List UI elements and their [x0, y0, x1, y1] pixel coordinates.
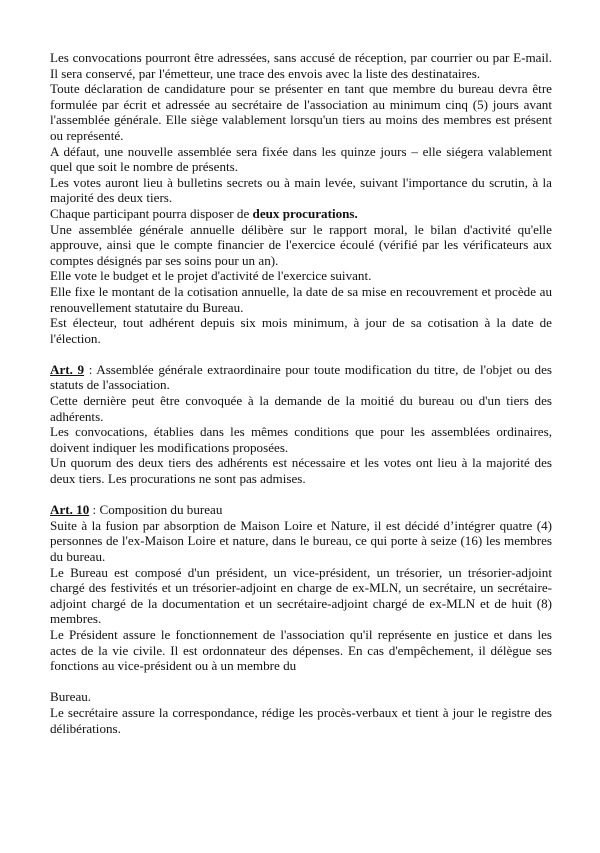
- article-9-paragraph: Un quorum des deux tiers des adhérents est nécessaire et les votes ont lieu à la majorité des deux tiers. Les procurations ne sont pas admises.: [50, 455, 552, 487]
- procuration-prefix: Chaque participant pourra disposer de: [50, 205, 253, 221]
- procuration-bold: deux procurations.: [252, 205, 358, 221]
- article-9-paragraph: Les convocations, établies dans les mêmes conditions que pour les assemblées ordinaires, doivent indiquer les modifications proposées.: [50, 424, 552, 455]
- article-9: [50, 362, 552, 487]
- article-10-paragraph: Le Bureau est composé d'un président, un vice-président, un trésorier, un trésorier-adjoint chargé des festivités et un trésorier-adjoint en charge de ex-MLN, un secrétaire, un secrétaire-adjoint chargé de la documentation et un secrétaire-adjoint chargé de ex-MLN et de huit (8) membres.: [50, 564, 552, 627]
- article-10-paragraph: Suite à la fusion par absorption de Maison Loire et Nature, il est décidé d’intégrer quatre (4) personnes de l'ex-Maison Loire et nature, dans le bureau, ce qui porte à seize (16) les membres du bureau.: [50, 517, 552, 564]
- article-10-label: Art. 10: [50, 502, 90, 518]
- article-10: [50, 502, 552, 736]
- section-gap: [50, 487, 552, 503]
- document-page: [50, 50, 552, 736]
- article-10-title: : Composition du bureau: [89, 502, 223, 518]
- section-gap: [50, 346, 552, 362]
- article-10-paragraph: Le secrétaire assure la correspondance, rédige les procès-verbaux et tient à jour le registre des délibérations.: [50, 704, 552, 736]
- paragraph-procurations: [50, 206, 552, 222]
- article-10-heading: [50, 502, 552, 518]
- paragraph-gap: [50, 674, 552, 690]
- article-9-title: : Assemblée générale extraordinaire pour toute modification du titre, de l'objet ou des statuts de l'association.: [50, 361, 552, 393]
- paragraph-cotisation: Elle fixe le montant de la cotisation annuelle, la date de sa mise en recouvrement et procède au renouvellement statutaire du Bureau.: [50, 283, 552, 315]
- article-10-paragraph: Le Président assure le fonctionnement de l'association qu'il représente en justice et dans les actes de la vie civile. Il est ordonnateur des dépenses. En cas d'empêchement, il délègue ses fonctions au vice-président ou à un membre du: [50, 626, 552, 674]
- article-9-label: Art. 9: [50, 361, 85, 377]
- paragraph-convocations: Les convocations pourront être adressées, sans accusé de réception, par courrier ou par E-mail. Il sera conservé, par l'émetteur, une trace des envois avec la liste des destinataires.: [50, 50, 552, 81]
- paragraph-candidature: Toute déclaration de candidature pour se présenter en tant que membre du bureau devra être formulée par écrit et adressée au secrétaire de l'association au minimum cinq (5) jours avant l'assemblée générale. Elle siège valablement lorsqu'un tiers au moins des membres est présent ou représenté.: [50, 81, 552, 143]
- paragraph-budget: Elle vote le budget et le projet d'activité de l'exercice suivant.: [50, 268, 372, 284]
- paragraph-ag-annuelle: Une assemblée générale annuelle délibère sur le rapport moral, le bilan d'activité qu'elle approuve, ainsi que le compte financier de l'exercice écoulé (vérifié par les vérificateurs aux comptes désignés par ses soins pour un an).: [50, 221, 552, 268]
- article-9-paragraph: Cette dernière peut être convoquée à la demande de la moitié du bureau ou d'un tiers des adhérents.: [50, 393, 552, 424]
- paragraph-votes: Les votes auront lieu à bulletins secrets ou à main levée, suivant l'importance du scrutin, à la majorité des deux tiers.: [50, 174, 552, 206]
- paragraph-defaut-quorum: A défaut, une nouvelle assemblée sera fixée dans les quinze jours – elle siégera valablement quel que soit le nombre de présents.: [50, 143, 552, 175]
- paragraph-electeur: Est électeur, tout adhérent depuis six mois minimum, à jour de sa cotisation à la date de l'élection.: [50, 315, 552, 346]
- article-10-paragraph: Bureau.: [50, 689, 92, 705]
- article-9-heading: [50, 362, 552, 393]
